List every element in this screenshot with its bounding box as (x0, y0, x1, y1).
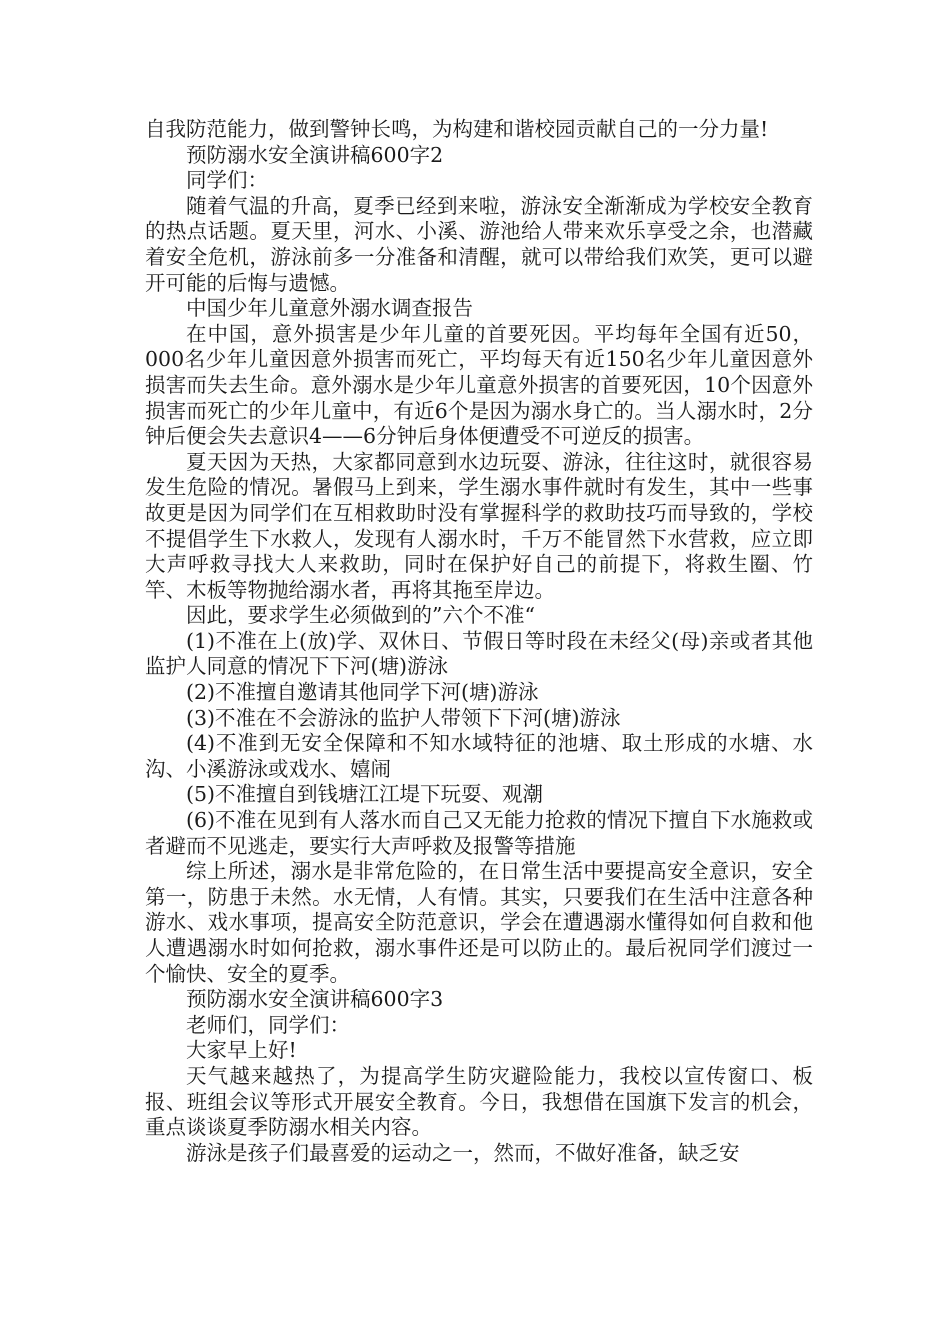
section-heading-2: 预防溺水安全演讲稿600字2 (186, 142, 444, 167)
report-title: 中国少年儿童意外溺水调查报告 (186, 296, 473, 321)
document-page (145, 117, 813, 1166)
paragraph: 天气越来越热了，为提高学生防灾避险能力，我校以宣传窗口、板报、班组会议等形式开展安全教育。今日，我想借在国旗下发言的机会，重点谈谈夏季防溺水相关内容。 (145, 1063, 813, 1140)
paragraph: 夏天因为天热，大家都同意到水边玩耍、游泳，往往这时，就很容易发生危险的情况。暑假马上到来，学生溺水事件就时有发生，其中一些事故更是因为同学们在互相救助时没有掌握科学的救助技巧而导致的，学校不提倡学生下水救人，发现有人溺水时，千万不能冒然下水营救，应立即大声呼救寻找大人来救助，同时在保护好自己的前提下，将救生圈、竹竿、木板等物抛给溺水者，再将其拖至岸边。 (145, 449, 813, 602)
rule-item: (1)不准在上(放)学、双休日、节假日等时段在未经父(母)亲或者其他监护人同意的情况下下河(塘)游泳 (145, 628, 813, 679)
paragraph: 游泳是孩子们最喜爱的运动之一，然而，不做好准备，缺乏安 (186, 1140, 740, 1165)
rule-item: (2)不准擅自邀请其他同学下河(塘)游泳 (186, 680, 539, 705)
salutation: 老师们，同学们： (186, 1012, 350, 1037)
paragraph: 随着气温的升高，夏季已经到来啦，游泳安全渐渐成为学校安全教育的热点话题。夏天里，河水、小溪、游池给人带来欢乐享受之余，也潜藏着安全危机，游泳前多一分准备和清醒，就可以带给我们欢笑，更可以避开可能的后悔与遗憾。 (145, 193, 813, 295)
paragraph-continuation: 自我防范能力，做到警钟长鸣，为构建和谐校园贡献自己的一分力量! (145, 117, 769, 141)
rule-item: (3)不准在不会游泳的监护人带领下下河(塘)游泳 (186, 705, 621, 730)
paragraph: 综上所述，溺水是非常危险的，在日常生活中要提高安全意识，安全第一，防患于未然。水无情，人有情。其实，只要我们在生活中注意各种游水、戏水事项，提高安全防范意识，学会在遭遇溺水懂得如何自救和他人遭遇溺水时如何抢救，溺水事件还是可以防止的。最后祝同学们渡过一个愉快、安全的夏季。 (145, 859, 813, 986)
section-heading-3: 预防溺水安全演讲稿600字3 (186, 987, 444, 1012)
paragraph: 因此，要求学生必须做到的”六个不准“ (186, 603, 535, 628)
rule-item: (5)不准擅自到钱塘江江堤下玩耍、观潮 (186, 782, 544, 807)
rule-item: (6)不准在见到有人落水而自己又无能力抢救的情况下擅自下水施救或者避而不见逃走，要实行大声呼救及报警等措施 (145, 808, 813, 858)
salutation: 同学们： (186, 168, 268, 193)
paragraph: 在中国，意外损害是少年儿童的首要死因。平均每年全国有近50，000名少年儿童因意外损害而死亡，平均每天有近150名少年儿童因意外损害而失去生命。意外溺水是少年儿童意外损害的首要死因，10个因意外损害而死亡的少年儿童中，有近6个是因为溺水身亡的。当人溺水时，2分钟后便会失去意识4——6分钟后身体便遭受不可逆反的损害。 (145, 321, 813, 449)
rule-item: (4)不准到无安全保障和不知水域特征的池塘、取土形成的水塘、水沟、小溪游泳或戏水、嬉闹 (145, 731, 813, 781)
greeting: 大家早上好! (186, 1038, 297, 1063)
